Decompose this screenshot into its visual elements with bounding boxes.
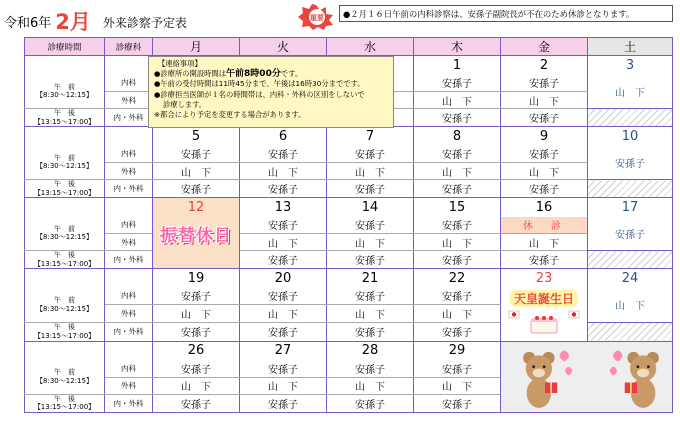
dept-both: 内・外科 xyxy=(105,394,153,412)
pm-session-cell xyxy=(25,322,105,341)
doctor-cell: 山 下 xyxy=(153,163,240,180)
doctor-cell: 山 下 xyxy=(327,305,414,322)
doctor-cell: 安孫子 xyxy=(501,251,588,269)
session-time: 【13:15～17:00】 xyxy=(33,331,96,340)
dept-spacer xyxy=(105,127,153,146)
memo-line-single-doctor: ●診療担当医師が１名の時間帯は、内科・外科の区別をしないで xyxy=(154,89,365,99)
pm-session-cell xyxy=(25,180,105,198)
dept-both: 内・外科 xyxy=(105,322,153,341)
doctor-cell: 山 下 xyxy=(327,234,414,251)
dept-external: 外科 xyxy=(105,305,153,322)
date-cell: 9 xyxy=(501,127,588,146)
dept-external: 外科 xyxy=(105,163,153,180)
session-time: 【13:15～17:00】 xyxy=(33,117,96,126)
date-cell-saturday: 24 xyxy=(588,269,673,288)
session-label: 午 前 xyxy=(54,224,75,233)
doctor-cell: 安孫子 xyxy=(327,288,414,305)
doctor-cell: 安孫子 xyxy=(153,322,240,341)
session-time: 【8:30～12:15】 xyxy=(36,233,93,242)
time-spacer xyxy=(25,127,105,146)
doctor-cell: 安孫子 xyxy=(153,146,240,163)
header-fri: 金 xyxy=(501,38,588,56)
doctor-cell: 山 下 xyxy=(414,163,501,180)
header-row xyxy=(25,38,673,56)
header-tue: 火 xyxy=(240,38,327,56)
teddy-bear-icon xyxy=(505,344,585,413)
saturday-doctor-cell: 山 下 xyxy=(588,288,673,323)
doctor-cell: 安孫子 xyxy=(414,322,501,341)
pm-session-cell xyxy=(25,109,105,127)
schedule-row xyxy=(25,127,673,146)
doctor-cell: 山 下 xyxy=(240,234,327,251)
doctor-cell: 山 下 xyxy=(327,163,414,180)
date-cell: 6 xyxy=(240,127,327,146)
doctor-cell: 安孫子 xyxy=(153,288,240,305)
date-cell: 2 xyxy=(501,56,588,75)
doctor-cell: 山 下 xyxy=(327,377,414,394)
date-cell: 28 xyxy=(327,341,414,360)
schedule-row xyxy=(25,251,673,269)
doctor-cell: 安孫子 xyxy=(414,251,501,269)
session-label: 午 前 xyxy=(54,368,75,377)
doctor-cell: 山 下 xyxy=(501,163,588,180)
memo-line-hours: ●診療所の開設時間は午前8時00分です。 xyxy=(154,69,303,80)
memo-line-single-doctor-cont: 診療します。 xyxy=(163,99,207,109)
session-time: 【8:30～12:15】 xyxy=(36,162,93,171)
date-cell: 23 xyxy=(501,269,588,288)
doctor-cell: 安孫子 xyxy=(501,75,588,92)
doctor-cell: 安孫子 xyxy=(240,251,327,269)
session-time: 【13:15～17:00】 xyxy=(33,188,96,197)
header-wed: 水 xyxy=(327,38,414,56)
am-session-cell xyxy=(25,217,105,251)
date-cell: 22 xyxy=(414,269,501,288)
date-cell: 20 xyxy=(240,269,327,288)
doctor-cell: 山 下 xyxy=(414,234,501,251)
dept-internal: 内科 xyxy=(105,146,153,163)
doctor-cell: 山 下 xyxy=(414,305,501,322)
date-cell-saturday: 3 xyxy=(588,56,673,75)
doctor-cell: 安孫子 xyxy=(240,180,327,198)
session-label: 午 後 xyxy=(54,109,75,117)
date-cell: 14 xyxy=(327,198,414,217)
date-cell: 1 xyxy=(414,56,501,75)
saturday-closed-hatch xyxy=(588,251,673,269)
time-spacer xyxy=(25,341,105,360)
dept-external: 外科 xyxy=(105,92,153,109)
doctor-cell: 安孫子 xyxy=(414,75,501,92)
header-mon: 月 xyxy=(153,38,240,56)
dept-both: 内・外科 xyxy=(105,251,153,269)
time-spacer xyxy=(25,56,105,75)
holiday-label: 振替休日 xyxy=(160,226,232,246)
schedule-row xyxy=(25,288,673,305)
doctor-cell: 安孫子 xyxy=(240,360,327,377)
doctor-cell: 山 下 xyxy=(153,377,240,394)
doctor-cell: 山 下 xyxy=(501,234,588,251)
important-badge-icon xyxy=(296,3,336,31)
doctor-cell: 安孫子 xyxy=(240,146,327,163)
time-spacer xyxy=(25,198,105,217)
saturday-doctor-cell: 山 下 xyxy=(588,75,673,109)
session-label: 午 後 xyxy=(54,323,75,332)
session-time: 【8:30～12:15】 xyxy=(36,91,93,100)
dept-both: 内・外科 xyxy=(105,180,153,198)
holiday-cell xyxy=(153,198,240,269)
doctor-cell: 安孫子 xyxy=(414,217,501,234)
saturday-doctor-cell: 安孫子 xyxy=(588,217,673,251)
session-time: 【13:15～17:00】 xyxy=(33,259,96,268)
doctor-cell: 安孫子 xyxy=(327,180,414,198)
dept-spacer xyxy=(105,341,153,360)
schedule-row xyxy=(25,269,673,288)
dept-spacer xyxy=(105,198,153,217)
session-label: 午 前 xyxy=(54,82,75,91)
month-label: 2月 xyxy=(55,10,91,34)
illustration-bear-gift xyxy=(501,341,673,412)
pm-session-cell xyxy=(25,394,105,412)
header-sat: 土 xyxy=(588,38,673,56)
doctor-cell: 安孫子 xyxy=(327,251,414,269)
header-time: 診療時間 xyxy=(25,38,105,56)
date-cell: 19 xyxy=(153,269,240,288)
birthday-cake-icon xyxy=(501,307,587,337)
notice-banner: ●２月１６日午前の内科診察は、安孫子副院長が不在のため休診となります。 xyxy=(339,5,673,22)
schedule-row xyxy=(25,163,673,180)
dept-internal: 内科 xyxy=(105,217,153,234)
time-spacer xyxy=(25,269,105,288)
schedule-row xyxy=(25,234,673,251)
era-year: 令和6年 xyxy=(4,16,52,31)
date-cell: 7 xyxy=(327,127,414,146)
pm-session-cell xyxy=(25,251,105,269)
memo-title: 【連絡事項】 xyxy=(158,59,202,68)
session-time: 【8:30～12:15】 xyxy=(36,376,93,385)
doctor-cell: 安孫子 xyxy=(327,360,414,377)
date-number: 12 xyxy=(187,200,205,215)
doctor-cell: 安孫子 xyxy=(414,360,501,377)
schedule-row xyxy=(25,217,673,234)
schedule-title xyxy=(4,6,187,36)
date-cell: 29 xyxy=(414,341,501,360)
doctor-cell: 山 下 xyxy=(153,305,240,322)
dept-internal: 内科 xyxy=(105,360,153,377)
date-cell: 13 xyxy=(240,198,327,217)
doctor-cell: 山 下 xyxy=(414,377,501,394)
dept-external: 外科 xyxy=(105,377,153,394)
doctor-cell: 安孫子 xyxy=(153,394,240,412)
doctor-cell: 安孫子 xyxy=(327,217,414,234)
doctor-cell: 安孫子 xyxy=(240,217,327,234)
dept-spacer xyxy=(105,56,153,75)
schedule-row xyxy=(25,180,673,198)
date-cell: 26 xyxy=(153,341,240,360)
closed-label: 休 診 xyxy=(501,217,588,234)
doctor-cell: 安孫子 xyxy=(414,146,501,163)
schedule-row xyxy=(25,341,673,360)
header-thu: 木 xyxy=(414,38,501,56)
session-time: 【13:15～17:00】 xyxy=(33,403,96,411)
saturday-closed-hatch xyxy=(588,322,673,341)
doctor-cell: 安孫子 xyxy=(327,322,414,341)
doctor-cell: 安孫子 xyxy=(414,180,501,198)
doctor-cell: 安孫子 xyxy=(240,288,327,305)
doctor-cell: 安孫子 xyxy=(414,394,501,412)
am-session-cell xyxy=(25,146,105,180)
am-session-cell xyxy=(25,360,105,394)
session-label: 午 後 xyxy=(54,251,75,259)
schedule-row xyxy=(25,146,673,163)
memo-box xyxy=(148,56,394,128)
date-cell: 27 xyxy=(240,341,327,360)
session-time: 【8:30～12:15】 xyxy=(36,304,93,313)
teddy-bear-icon xyxy=(597,344,673,413)
doctor-cell: 安孫子 xyxy=(501,146,588,163)
session-label: 午 前 xyxy=(54,296,75,305)
session-label: 午 前 xyxy=(54,153,75,162)
emperor-birthday-cell xyxy=(501,288,588,342)
doctor-cell: 山 下 xyxy=(501,92,588,109)
doctor-cell: 安孫子 xyxy=(153,360,240,377)
doctor-cell: 安孫子 xyxy=(153,180,240,198)
important-badge-text: 重要 xyxy=(310,14,324,22)
doctor-cell: 安孫子 xyxy=(501,180,588,198)
date-cell: 16 xyxy=(501,198,588,217)
date-cell-saturday: 10 xyxy=(588,127,673,146)
doctor-cell: 安孫子 xyxy=(501,109,588,127)
date-cell-saturday: 17 xyxy=(588,198,673,217)
saturday-doctor-cell: 安孫子 xyxy=(588,146,673,180)
date-cell: 15 xyxy=(414,198,501,217)
am-session-cell xyxy=(25,75,105,109)
memo-line-reception: ●午前の受付時間は11時45分まで、午後は16時30分までです。 xyxy=(154,79,365,89)
dept-internal: 内科 xyxy=(105,75,153,92)
saturday-closed-hatch xyxy=(588,109,673,127)
session-label: 午 後 xyxy=(54,180,75,188)
schedule-subtitle: 外来診察予定表 xyxy=(102,16,187,30)
doctor-cell: 安孫子 xyxy=(414,109,501,127)
schedule-row xyxy=(25,198,673,217)
date-cell: 8 xyxy=(414,127,501,146)
dept-spacer xyxy=(105,269,153,288)
saturday-closed-hatch xyxy=(588,180,673,198)
dept-internal: 内科 xyxy=(105,288,153,305)
doctor-cell: 安孫子 xyxy=(327,146,414,163)
date-cell: 5 xyxy=(153,127,240,146)
dept-both: 内・外科 xyxy=(105,109,153,127)
doctor-cell: 安孫子 xyxy=(240,322,327,341)
doctor-cell: 安孫子 xyxy=(240,394,327,412)
session-label: 午 後 xyxy=(54,394,75,403)
doctor-cell: 山 下 xyxy=(240,305,327,322)
date-cell: 21 xyxy=(327,269,414,288)
am-session-cell xyxy=(25,288,105,323)
emperor-birthday-label: 天皇誕生日 xyxy=(510,290,578,307)
doctor-cell: 山 下 xyxy=(414,92,501,109)
header-dept: 診療科 xyxy=(105,38,153,56)
doctor-cell: 安孫子 xyxy=(414,288,501,305)
doctor-cell: 山 下 xyxy=(240,163,327,180)
doctor-cell: 安孫子 xyxy=(327,394,414,412)
dept-external: 外科 xyxy=(105,234,153,251)
doctor-cell: 山 下 xyxy=(240,377,327,394)
memo-line-disclaimer: ※都合により予定を変更する場合があります。 xyxy=(154,110,306,120)
